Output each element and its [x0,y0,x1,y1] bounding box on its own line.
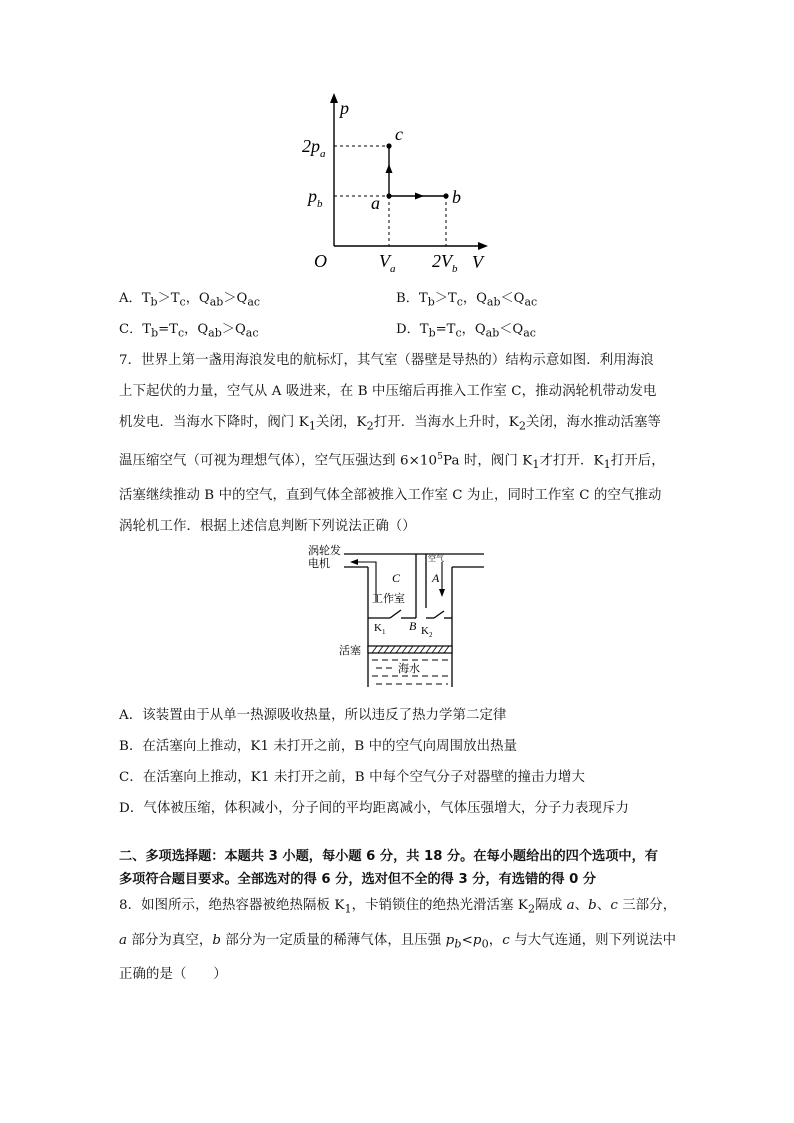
q7-line [119,407,679,442]
origin-label: O [314,251,327,271]
point-b-label: b [452,187,461,207]
air-chamber-diagram [306,542,496,692]
subscript: b [427,295,435,309]
subscript: 2 [366,419,374,433]
italic-var: b [454,937,462,951]
superscript: 5 [437,451,443,462]
text: 、 [596,898,611,913]
q8-line: 正确的是（ ） [119,967,227,983]
subscript: 2 [528,902,536,916]
point-a-label: a [371,193,380,213]
q7-options [119,700,679,824]
q7-line: 涡轮机工作．根据上述信息判断下列说法正确（） [119,518,416,534]
k1-label: $K_1$ [374,622,386,636]
q7-line [119,442,679,480]
subscript: ac [247,295,261,309]
option-text: =T [158,322,178,337]
q7-option-c: C．在活塞向上推动，K1 未打开之前，B 中每个空气分子对器壁的撞击力增大 [119,770,585,785]
q8-stem [119,890,679,990]
option-text: ，Q [185,291,210,306]
italic-var: a [119,932,128,948]
q6-option-a [119,291,260,311]
point-c-label: c [395,124,403,144]
option-text: D．T [396,322,429,337]
q8-line [119,890,679,925]
text: 温压缩空气（可视为理想气体），空气压强达到 6×10 [119,453,438,469]
option-text: B．T [396,291,428,306]
subscript: b [150,295,158,309]
tick-2pa-label: $2p_a$ [302,136,326,160]
subscript: c [179,295,186,309]
tick-2vb-label: $2V_b$ [432,251,458,275]
label-a: A [432,571,440,585]
italic-var: a [566,898,575,913]
text: 关闭，海水推动活塞等 [526,415,661,430]
subscript: c [177,326,185,340]
q7-line: 上下起伏的力量，空气从 A 吸进来，在 B 中压缩后再推入工作室 C，推动涡轮机带动发电 [119,384,657,399]
axis-p-label: p [340,98,349,118]
subscript: ab [485,326,500,340]
air-label: 空气 [428,554,444,563]
turbine-label-1: 涡轮发 [308,545,341,557]
text: 打开后， [610,453,665,469]
option-text: A．T [119,291,151,306]
text: ，卡销锁住的绝热光滑活塞 K [351,898,529,913]
italic-var: p [472,932,482,948]
q6-option-d [396,322,536,342]
point-c-dot [386,143,391,148]
q7-line: 活塞继续推动 B 中的空气，直到气体全部被推入工作室 C 为止，同时工作室 C 的空气推动 [119,487,662,503]
label-c: C [392,571,401,585]
tick-va-label: $V_a$ [379,251,396,275]
valve-k2 [434,611,444,618]
section-2-heading [119,845,658,891]
subscript: c [456,295,463,309]
section-2-line: 多项符合题目要求。全部选对的得 6 分，选对但不全的得 3 分，有选错的得 0 分 [119,872,597,887]
v-axis-arrow [478,242,488,250]
text: 机发电．当海水下降时，阀门 K [119,415,309,430]
process-ab-arrow [415,193,424,200]
subscript: ac [523,326,536,340]
subscript: 1 [532,457,540,471]
k2-label: $K_2$ [421,625,433,639]
italic-var: c [610,898,618,913]
subscript: ab [209,295,224,309]
work-room-label: 工作室 [372,593,405,605]
tick-pb-label: $p_b$ [308,186,323,210]
option-text: =T [435,322,456,337]
process-ac-arrow [386,164,393,173]
q7-option-b: B．在活塞向上推动，K1 未打开之前，B 中的空气向周围放出热量 [119,739,518,754]
italic-var: b [212,932,222,948]
p-axis-arrow [330,93,338,103]
text: 隔成 [535,898,567,913]
subscript: c [455,326,462,340]
subscript [454,937,461,950]
option-text: ，Q [184,322,209,337]
valve-k1 [390,610,401,618]
flow-arrow-a-head [439,589,445,597]
q7-option-d: D．气体被压缩，体积减小，分子间的平均距离减小，气体压强增大，分子力表现斥力 [119,801,629,816]
q6-option-b [396,291,537,311]
option-text: ＞T [434,291,457,306]
text: 才打开．K [539,453,604,469]
axis-v-label: V [472,252,483,272]
italic-var: p [445,932,455,948]
subscript: ab [486,295,501,309]
label-b: B [409,619,417,633]
option-text: C．T [119,322,152,337]
subscript: 1 [603,457,611,471]
subscript: ac [524,295,538,309]
subscript: ab [208,326,222,340]
seawater-label: 海水 [398,663,420,675]
text: 三部分， [617,898,677,913]
subscript: b [428,326,436,340]
point-b-dot [443,193,448,198]
text: 部分为真空， [127,932,213,948]
subscript: 1 [308,419,317,433]
option-text: ＞Q [223,291,248,306]
subscript: 1 [344,902,352,916]
text: 部分为一定质量的稀薄气体，且压强 [221,932,446,948]
option-text: ＜Q [499,322,524,337]
text: 与大气连通，则下列说法中 [509,932,677,948]
q7-line: 7．世界上第一盏用海浪发电的航标灯，其气室（器壁是导热的）结构示意如图．利用海浪 [119,353,654,368]
subscript: b [151,326,159,340]
text: < [461,932,473,948]
italic-var: b [588,898,597,913]
option-text: ，Q [462,291,487,306]
option-text: ＞T [157,291,180,306]
q7-option-a: A．该装置由于从单一热源吸收热量，所以违反了热力学第二定律 [119,708,507,723]
q8-line [119,925,679,960]
section-2-line: 二、多项选择题：本题共 3 小题，每小题 6 分，共 18 分。在每小题给出的四个选项中，有 [119,849,658,864]
subscript: 2 [518,419,527,433]
subscript: ac [245,326,259,340]
flow-arrow-c-head [350,559,358,565]
option-text: ＞Q [221,322,246,337]
text: 打开．当海水上升时，K [373,415,519,430]
q7-stem [119,345,679,542]
text: 关闭，K [316,415,367,430]
text: 8．如图所示，绝热容器被绝热隔板 K [119,898,345,913]
option-text: ＜Q [500,291,525,306]
text: Pa 时，阀门 K [442,453,533,469]
text: ， [488,932,503,948]
point-a-dot [386,193,391,198]
italic-var: c [502,932,510,948]
subscript: 0 [481,937,489,951]
q6-option-c [119,322,258,342]
option-text: ，Q [461,322,486,337]
turbine-label-2: 电机 [308,558,330,570]
pv-graph [295,90,495,280]
text: 、 [574,898,589,913]
piston-label: 活塞 [339,645,361,657]
